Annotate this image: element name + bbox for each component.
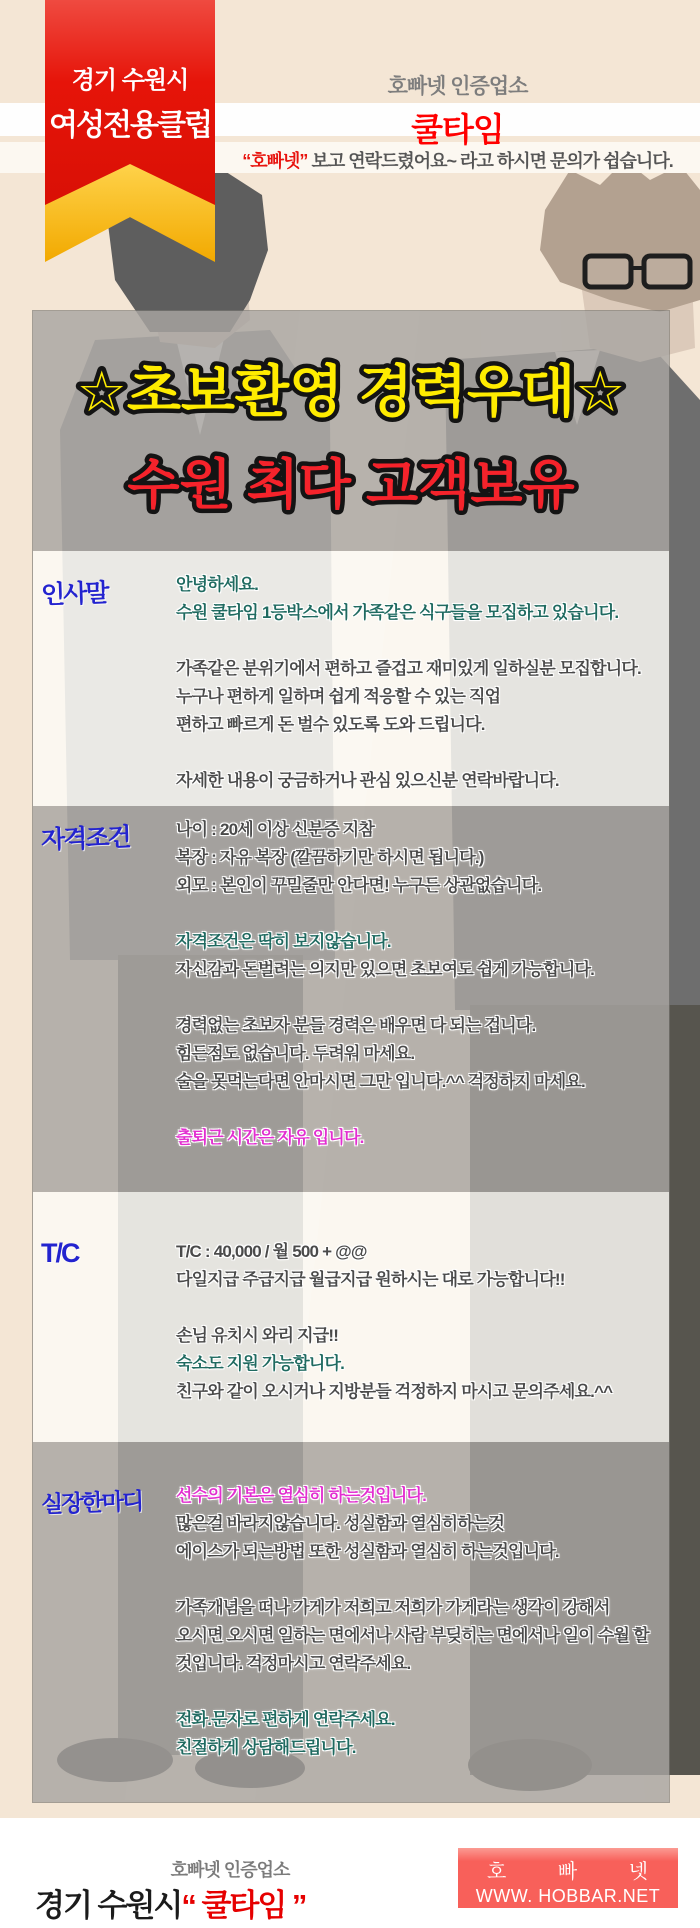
body-line: 친절하게 상담해드립니다.: [176, 1738, 356, 1757]
body-line: 누구나 편하게 일하며 쉽게 적응할 수 있는 직업: [176, 687, 501, 706]
shop-name: 쿨타임: [411, 111, 504, 148]
hero-title-beginners-welcome: ☆초보환영 경력우대☆: [76, 360, 626, 423]
body-line: [176, 1096, 661, 1124]
manager-word-section-body: [176, 1482, 661, 1762]
body-line: [176, 900, 661, 928]
tc-pay-section: [33, 1192, 669, 1442]
body-line: 손님 유치시 와리 지급!!: [176, 1326, 339, 1345]
body-line: 선수의 기본은 열심히 하는것입니다.: [176, 1486, 427, 1505]
manager-word-section: [33, 1442, 669, 1802]
body-line: 나이 : 20세 이상 신분증 지참: [176, 820, 375, 839]
body-line: 자신감과 돈벌려는 의지만 있으면 초보여도 쉽게 가능합니다.: [176, 960, 595, 979]
hero-title-most-customers: 수원 최다 고객보유: [127, 455, 575, 515]
brand-name: “호빠넷”: [242, 151, 308, 171]
body-line: 편하고 빠르게 돈 벌수 있도록 도와 드립니다.: [176, 715, 485, 734]
body-line: 에이스가 되는방법 또한 성실함과 열심히 하는것입니다.: [176, 1542, 559, 1561]
body-line: 다일지급 주급지급 월급지급 원하시는 대로 가능합니다!!: [176, 1270, 565, 1289]
body-line: 가족개념을 떠나 가게가 저희고 저희가 가게라는 생각이 강해서: [176, 1598, 610, 1617]
hobbar-site-banner[interactable]: [458, 1848, 678, 1908]
body-line: 오시면 오시면 일하는 면에서나 사람 부딪히는 면에서나 일이 수월 할: [176, 1626, 649, 1645]
greeting-section-body: [176, 571, 661, 795]
hobbar-brand-text: 호 빠 넷: [486, 1861, 650, 1883]
footer-certified-label: 호빠넷 인증업소: [170, 1860, 290, 1880]
body-line: 안녕하세요.: [176, 575, 259, 594]
tc-pay-section-label: T/C: [41, 1238, 79, 1268]
qualifications-section: [33, 806, 669, 1192]
content-panel: [32, 310, 670, 1803]
qualifications-section-body: [176, 816, 661, 1152]
body-line: 것입니다. 걱정마시고 연락주세요.: [176, 1654, 411, 1673]
body-line: [176, 627, 661, 655]
ribbon-region-text: 경기 수원시: [71, 67, 189, 94]
body-line: 복장 : 자유 복장 (깔끔하기만 하시면 됩니다.): [176, 848, 484, 867]
greeting-section-label: 인사말: [40, 578, 109, 610]
body-line: 친구와 같이 오시거나 지방분들 걱정하지 마시고 문의주세요.^^: [176, 1382, 613, 1401]
body-line: 출퇴근 시간은 자유 입니다.: [176, 1128, 364, 1147]
hero-title-section: [33, 311, 669, 551]
body-line: 가족같은 분위기에서 편하고 즐겁고 재미있게 일하실분 모집합니다.: [176, 659, 641, 678]
body-line: [176, 1294, 661, 1322]
body-line: 많은걸 바라지않습니다. 성실함과 열심히하는것: [176, 1514, 505, 1533]
body-line: 자세한 내용이 궁금하거나 관심 있으신분 연락바랍니다.: [176, 771, 559, 790]
body-line: 술을 못먹는다면 안마시면 그만 입니다.^^ 걱정하지 마세요.: [176, 1072, 585, 1091]
body-line: 자격조건은 딱히 보지않습니다.: [176, 932, 391, 951]
body-line: 힘든점도 없습니다. 두려워 마세요.: [176, 1044, 415, 1063]
greeting-section: [33, 551, 669, 806]
hobbar-url-text: WWW. HOBBAR.NET: [475, 1886, 661, 1906]
body-line: 숙소도 지원 가능합니다.: [176, 1354, 344, 1373]
certified-label: 호빠넷 인증업소: [387, 75, 528, 98]
footer-shop-quoted: “ 쿨타임 ”: [181, 1888, 306, 1923]
footer-region: 경기 수원시: [35, 1888, 182, 1923]
body-line: [176, 1566, 661, 1594]
body-line: [176, 1678, 661, 1706]
body-line: 수원 쿨타임 1등박스에서 가족같은 식구들을 모집하고 있습니다.: [176, 603, 619, 622]
ribbon-club-type-text: 여성전용클럽: [49, 109, 211, 142]
body-line: 외모 : 본인이 꾸밀줄만 안다면! 누구든 상관없습니다.: [176, 876, 542, 895]
tc-pay-section-body: [176, 1238, 661, 1406]
body-line: [176, 984, 661, 1012]
tagline-rest: 보고 연락드렸어요~ 라고 하시면 문의가 쉽습니다.: [307, 151, 673, 171]
body-line: T/C : 40,000 / 월 500 + @@: [176, 1242, 367, 1261]
footer-shop-name: [35, 1880, 495, 1925]
contact-tagline: [215, 147, 700, 173]
manager-word-section-label: 실장한마디: [40, 1487, 143, 1518]
body-line: 전화.문자로 편하게 연락주세요.: [176, 1710, 395, 1729]
footer: [0, 1818, 700, 1928]
body-line: 경력없는 초보자 분들 경력은 배우면 다 되는 겁니다.: [176, 1016, 536, 1035]
qualifications-section-label: 자격조건: [40, 823, 131, 855]
body-line: [176, 739, 661, 767]
